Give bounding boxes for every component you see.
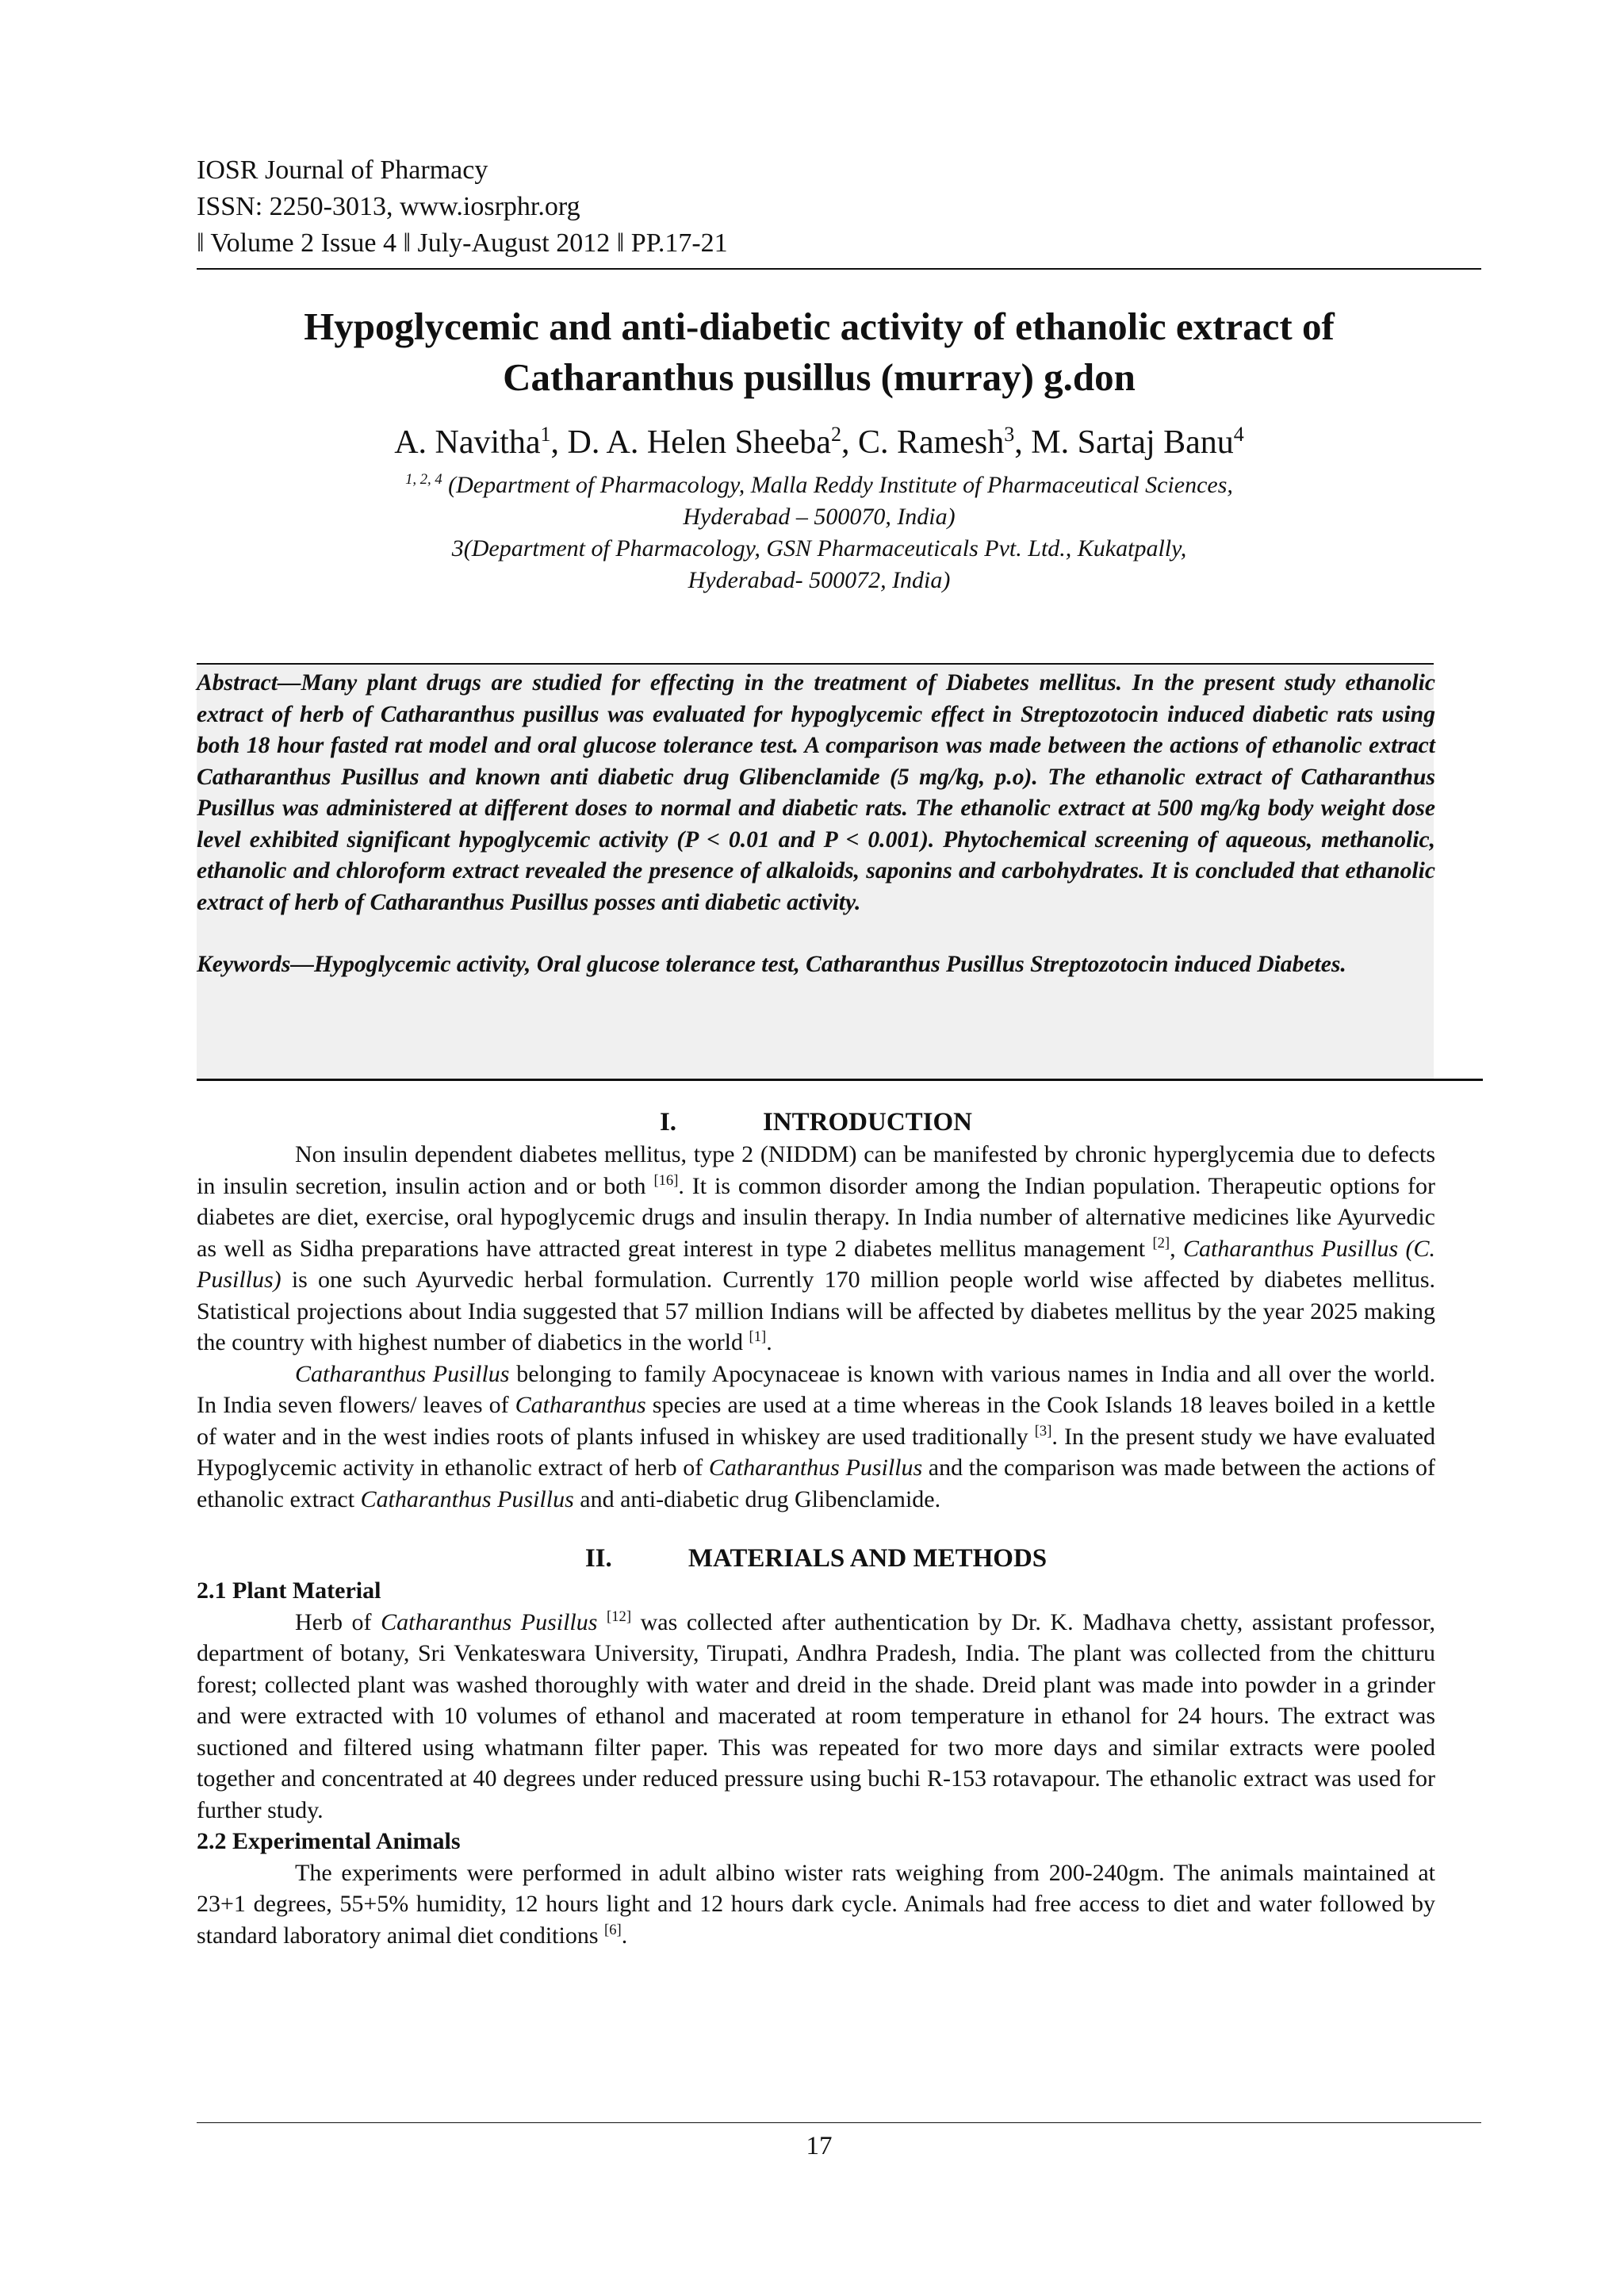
journal-issn: ISSN: 2250-3013, www.iosrphr.org [197,192,580,221]
author-name: C. Ramesh [857,424,1005,461]
section-heading-introduction: I. INTRODUCTION [659,1108,973,1137]
affiliation-line: Hyderabad – 500070, India) [683,504,956,530]
section-heading-methods: II. MATERIALS AND METHODS [584,1544,1048,1573]
title-line-2: Catharanthus pusillus (murray) g.don [503,355,1136,399]
footer-rule [197,2122,1481,2123]
title-line-1: Hypoglycemic and anti-diabetic activity of ethanolic extract of [304,305,1335,348]
author-sup: 3 [1004,423,1015,446]
body-text [197,1106,1435,1951]
affiliation-line: 3(Department of Pharmacology, GSN Pharmaceuticals Pvt. Ltd., Kukatpally, [451,535,1187,562]
section-gap [197,1515,1435,1542]
author-sup: 2 [830,423,841,446]
citation: [1] [749,1328,767,1345]
journal-volume: ‖ Volume 2 Issue 4 ‖ July-August 2012 ‖ PP.17-21 [197,228,728,258]
subsection-heading-plant-material: 2.1 Plant Material [197,1577,381,1604]
paper-title [197,301,1442,403]
citation: [3] [1034,1422,1052,1439]
author-name: A. Navitha [394,424,541,461]
abstract [197,668,1435,981]
subsection-heading-experimental-animals: 2.2 Experimental Animals [197,1828,461,1854]
plant-material-paragraph: Herb of Catharanthus Pusillus [12] was collected after authentication by Dr. K. Madhava chetty, assistant professor, department of botany, Sri Venkateswara University, Tirupati, Andhra Pradesh, India. The plant was collected from the chitturu forest; collected plant was washed thoroughly with water and dreid in the shade. Dreid plant was made into powder in a grinder and were extracted with 10 volumes of ethanol and macerated at room temperature in ethanol for 24 hours. The extract was suctioned and filtered using whatmann filter paper. This was repeated for two more days and similar extracts were pooled together and concentrated at 40 degrees under reduced pressure using buchi R-153 rotavapour. The ethanolic extract was used for further study. [197,1608,1435,1823]
abstract-rule-extension [1434,1079,1483,1081]
intro-paragraph-2: Catharanthus Pusillus belonging to family Apocynaceae is known with various names in India and all over the world. In India seven flowers/ leaves of Catharanthus species are used at a time whereas in the Cook Islands 18 leaves boiled in a kettle of water and in the west indies roots of plants infused in whiskey are used traditionally [3]. In the present study we have evaluated Hypoglycemic activity in ethanolic extract of herb of Catharanthus Pusillus and the comparison was made between the actions of ethanolic extract Catharanthus Pusillus and anti-diabetic drug Glibenclamide. [197,1360,1435,1512]
header-rule [197,268,1481,270]
intro-paragraph-1: Non insulin dependent diabetes mellitus, type 2 (NIDDM) can be manifested by chronic hyperglycemia due to defects in insulin secretion, insulin action and or both [16]. It is common disorder among the Indian population. Therapeutic options for diabetes are diet, exercise, oral hypoglycemic drugs and insulin therapy. In India number of alternative medicines like Ayurvedic as well as Sidha preparations have attracted great interest in type 2 diabetes mellitus management [2], Catharanthus Pusillus (C. Pusillus) is one such Ayurvedic herbal formulation. Currently 170 million people world wise affected by diabetes mellitus. Statistical projections about India suggested that 57 million Indians will be affected by diabetes mellitus by the year 2025 making the country with highest number of diabetics in the world [1]. [197,1141,1436,1355]
affiliations [197,470,1442,596]
journal-name: IOSR Journal of Pharmacy [197,155,488,185]
author-sup: 1 [540,423,551,446]
author-name: M. Sartaj Banu [1031,424,1234,461]
citation: [12] [607,1608,632,1625]
abstract-paragraph: Abstract—Many plant drugs are studied for effecting in the treatment of Diabetes mellitus. In the present study ethanolic extract of herb of Catharanthus pusillus was evaluated for hypoglycemic effect in Streptozotocin induced diabetic rats using both 18 hour fasted rat model and oral glucose tolerance test. A comparison was made between the actions of ethanolic extract Catharanthus Pusillus and known anti diabetic drug Glibenclamide (5 mg/kg, p.o). The ethanolic extract of Catharanthus Pusillus was administered at different doses to normal and diabetic rats. The ethanolic extract at 500 mg/kg body weight dose level exhibited significant hypoglycemic activity (P < 0.01 and P < 0.001). Phytochemical screening of aqueous, methanolic, ethanolic and chloroform extract revealed the presence of alkaloids, saponins and carbohydrates. It is concluded that ethanolic extract of herb of Catharanthus Pusillus posses anti diabetic activity. [197,670,1435,915]
affiliation-line: Hyderabad- 500072, India) [688,567,951,593]
author-name: D. A. Helen Sheeba [567,424,831,461]
citation: [6] [604,1921,622,1938]
experimental-animals-paragraph: The experiments were performed in adult albino wister rats weighing from 200-240gm. The animals maintained at 23+1 degrees, 55+5% humidity, 12 hours light and 12 hours dark cycle. Animals had free access to diet and water followed by standard laboratory animal diet conditions [6]. [197,1859,1435,1949]
keywords: Keywords—Hypoglycemic activity, Oral glucose tolerance test, Catharanthus Pusillus Streptozotocin induced Diabetes. [197,952,1346,977]
affiliation-line: $^{1, 2, 4}$ (Department of Pharmacology, Malla Reddy Institute of Pharmaceutical Sciences, [405,471,1233,498]
citation: [2] [1152,1234,1170,1251]
author-sup: 4 [1233,423,1244,446]
page-number: 17 [806,2132,833,2160]
journal-header [197,152,1481,262]
author-list: A. Navitha$^1$, D. A. Helen Sheeba$^2$, C. Ramesh$^3$, M. Sartaj Banu$^4$ [394,423,1244,461]
citation: [16] [653,1171,679,1189]
affiliation-sup: 1, 2, 4 [405,471,442,488]
